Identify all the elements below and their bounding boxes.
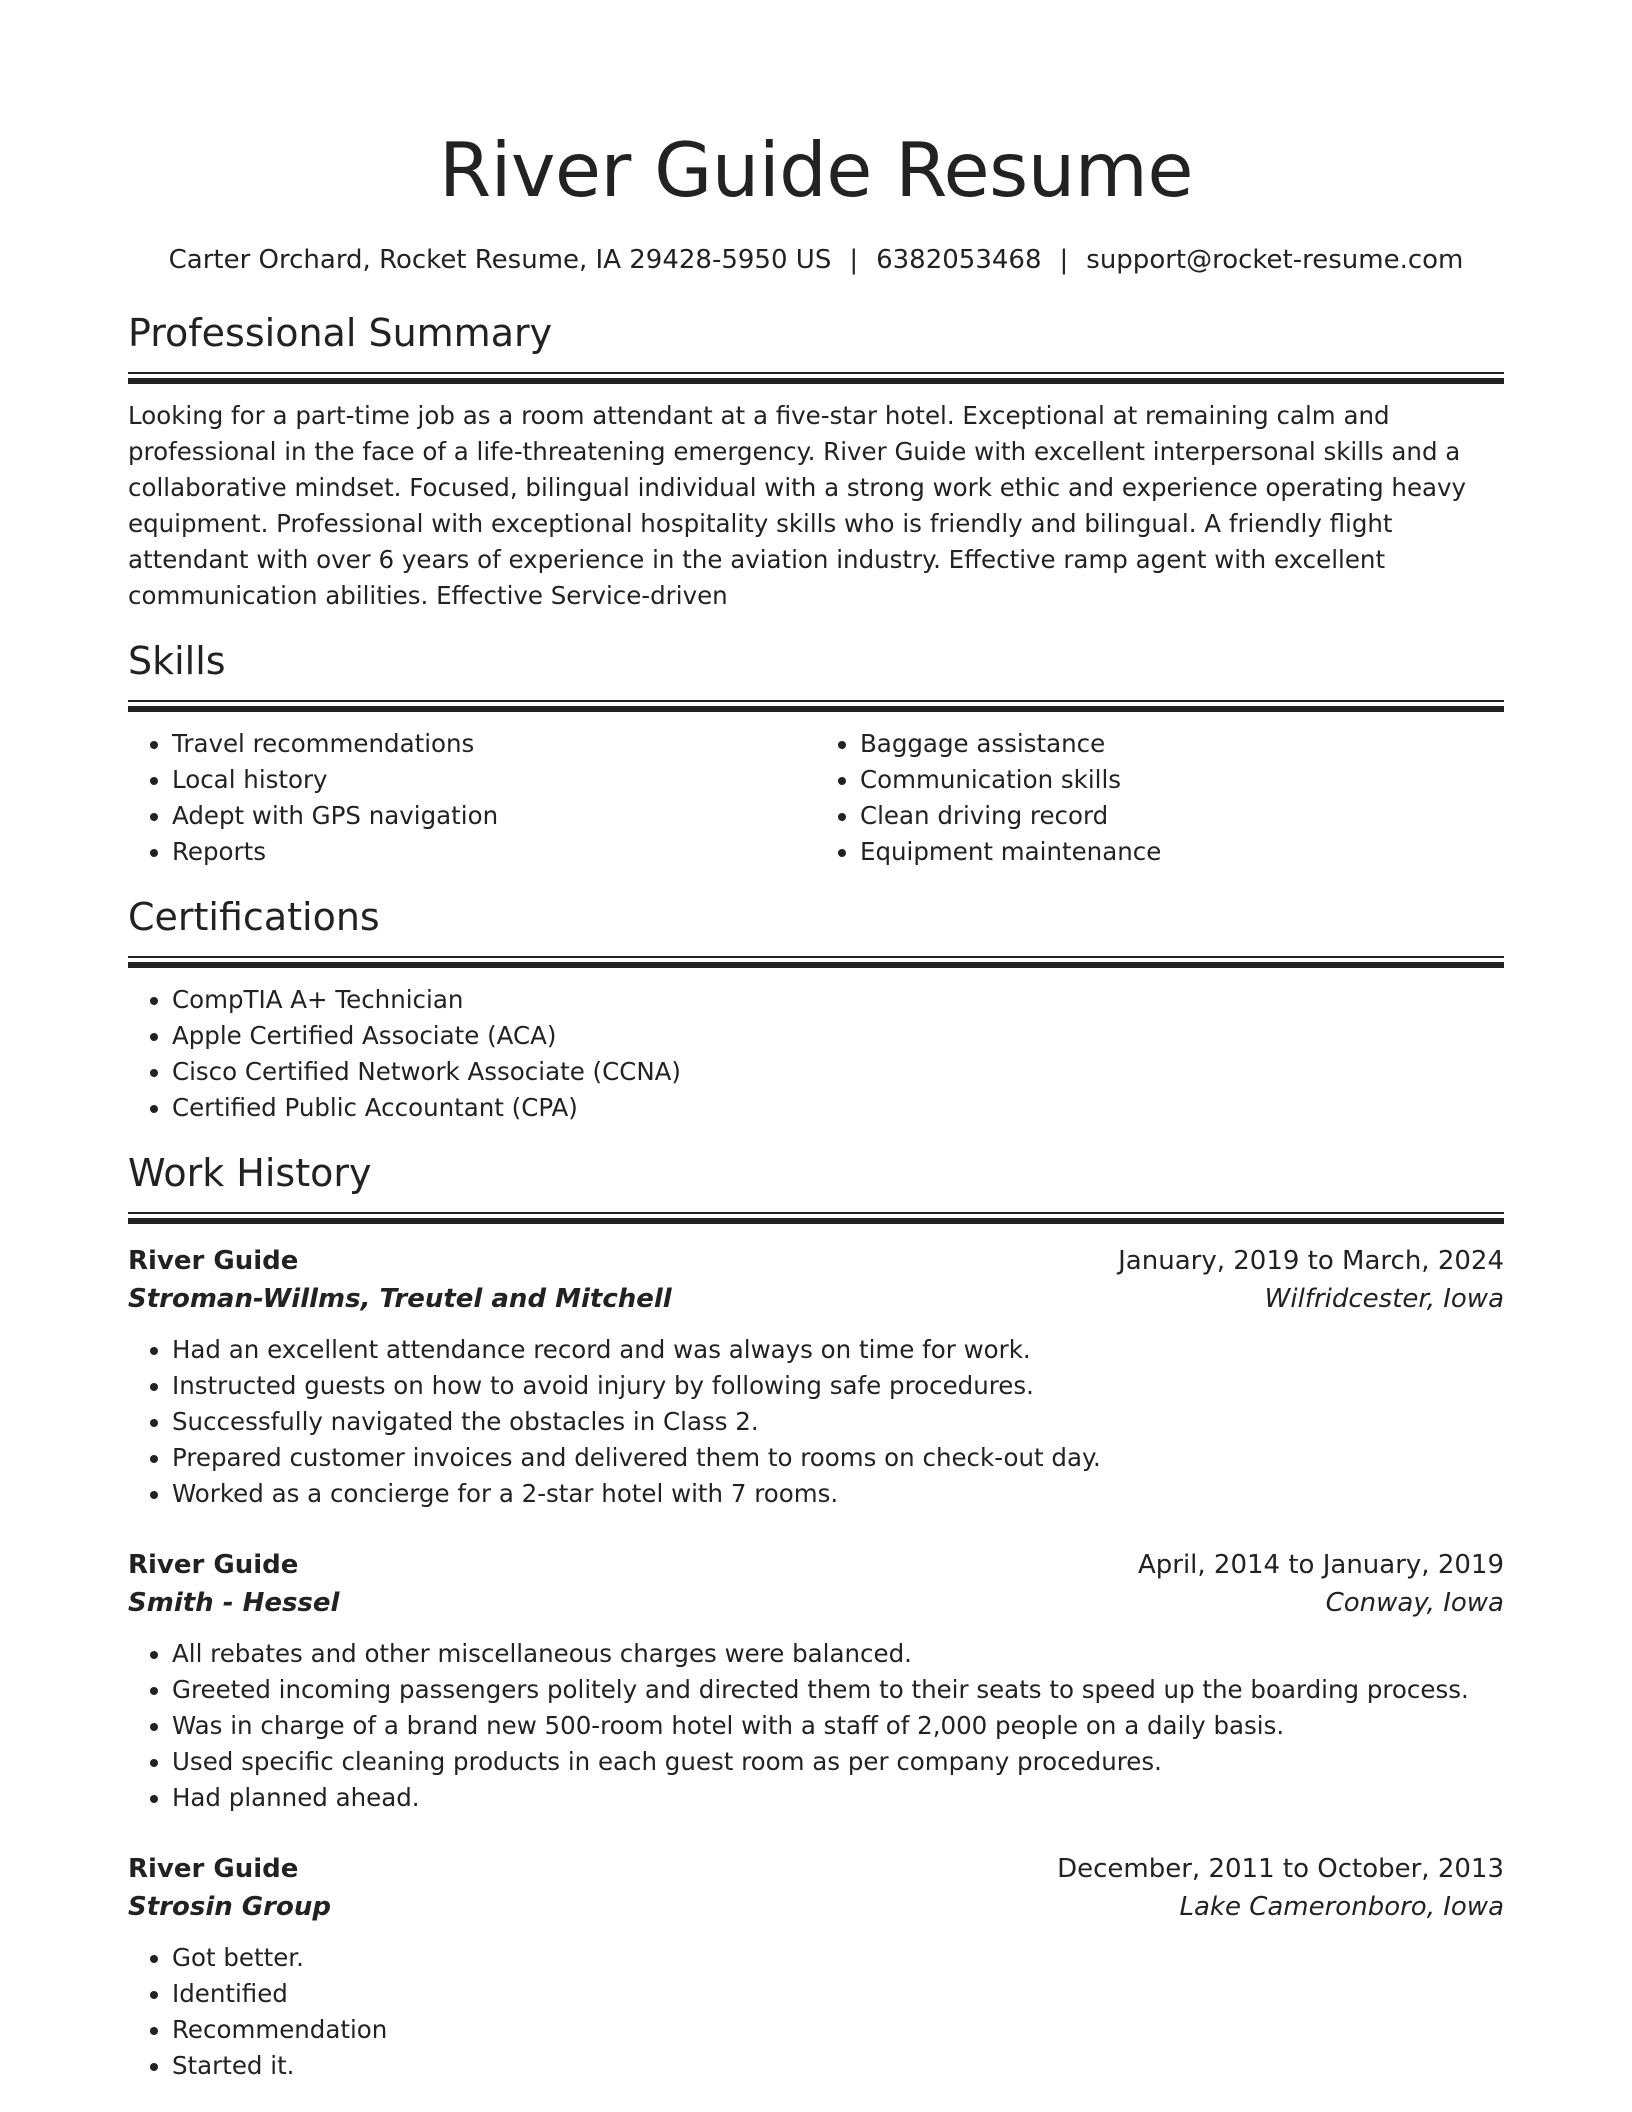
certification-item: • CompTIA A+ Technician: [172, 982, 1504, 1018]
certification-item: • Cisco Certified Network Associate (CCNA): [172, 1054, 1504, 1090]
contact-separator: |: [1059, 245, 1069, 275]
job-entry: [128, 1546, 1504, 1816]
section-work-history: [128, 1148, 1504, 2084]
job-title: River Guide: [128, 1246, 299, 1276]
job-bullet: • Had planned ahead.: [172, 1780, 1504, 1816]
section-divider: [128, 700, 1504, 712]
job-title: River Guide: [128, 1550, 299, 1580]
job-entry: [128, 1242, 1504, 1512]
job-title: River Guide: [128, 1854, 299, 1884]
section-divider: [128, 956, 1504, 968]
resume-title: River Guide Resume: [439, 126, 1193, 214]
skill-item: • Local history: [172, 762, 816, 798]
job-bullet: • All rebates and other miscellaneous charges were balanced.: [172, 1636, 1504, 1672]
job-bullets: [128, 1636, 1504, 1816]
job-bullet: • Worked as a concierge for a 2-star hotel with 7 rooms.: [172, 1476, 1504, 1512]
skill-item: • Adept with GPS navigation: [172, 798, 816, 834]
job-bullet: • Had an excellent attendance record and was always on time for work.: [172, 1332, 1504, 1368]
job-company-row: [128, 1280, 1504, 1318]
contact-email[interactable]: support@rocket-resume.com: [1086, 245, 1464, 275]
job-company: Stroman-Willms, Treutel and Mitchell: [128, 1284, 672, 1314]
job-company: Strosin Group: [128, 1892, 331, 1922]
skill-item: • Equipment maintenance: [860, 834, 1504, 870]
job-header-row: [128, 1242, 1504, 1280]
job-dates: January, 2019 to March, 2024: [1118, 1246, 1504, 1276]
job-bullet: • Prepared customer invoices and delivered them to rooms on check-out day.: [172, 1440, 1504, 1476]
certification-item: • Certified Public Accountant (CPA): [172, 1090, 1504, 1126]
job-bullets: [128, 1940, 1504, 2084]
skill-item: • Clean driving record: [860, 798, 1504, 834]
job-bullet: • Greeted incoming passengers politely and directed them to their seats to speed up the boarding process.: [172, 1672, 1504, 1708]
job-bullet: • Used specific cleaning products in each guest room as per company procedures.: [172, 1744, 1504, 1780]
section-heading-summary: Professional Summary: [128, 311, 553, 355]
job-bullets: [128, 1332, 1504, 1512]
skill-item: • Travel recommendations: [172, 726, 816, 762]
skill-item: • Reports: [172, 834, 816, 870]
job-bullet: • Recommendation: [172, 2012, 1504, 2048]
job-bullet: • Instructed guests on how to avoid injury by following safe procedures.: [172, 1368, 1504, 1404]
summary-text: Looking for a part-time job as a room attendant at a five-star hotel. Exceptional at remaining calm and professional in the face of a life-threatening emergency. River Guide with excellent interpersonal skills and a collaborative mindset. Focused, bilingual individual with a strong work ethic and experience operating heavy equipment. Professional with exceptional hospitality skills who is friendly and bilingual. A friendly flight attendant with over 6 years of experience in the aviation industry. Effective ramp agent with excellent communication abilities. Effective Service-driven: [128, 401, 1467, 610]
contact-separator: |: [849, 245, 859, 275]
job-bullet: • Identified: [172, 1976, 1504, 2012]
section-divider: [128, 1212, 1504, 1224]
section-skills: [128, 636, 1504, 870]
section-summary: [128, 308, 1504, 614]
job-header-row: [128, 1546, 1504, 1584]
section-heading-work-history: Work History: [128, 1151, 372, 1195]
job-location: Conway, Iowa: [1325, 1588, 1504, 1618]
job-company-row: [128, 1584, 1504, 1622]
job-dates: April, 2014 to January, 2019: [1137, 1550, 1504, 1580]
job-bullet: • Was in charge of a brand new 500-room hotel with a staff of 2,000 people on a daily basis.: [172, 1708, 1504, 1744]
section-divider: [128, 372, 1504, 384]
job-company: Smith - Hessel: [128, 1588, 340, 1618]
skills-list-left: [128, 726, 816, 870]
contact-phone: 6382053468: [876, 245, 1042, 275]
section-heading-certifications: Certifications: [128, 895, 380, 939]
job-location: Wilfridcester, Iowa: [1264, 1284, 1504, 1314]
section-heading-skills: Skills: [128, 639, 226, 683]
skill-item: • Communication skills: [860, 762, 1504, 798]
skill-item: • Baggage assistance: [860, 726, 1504, 762]
job-entry: [128, 1850, 1504, 2084]
skills-list-right: [816, 726, 1504, 870]
job-location: Lake Cameronboro, Iowa: [1179, 1892, 1504, 1922]
job-bullet: • Got better.: [172, 1940, 1504, 1976]
job-company-row: [128, 1888, 1504, 1926]
certification-item: • Apple Certified Associate (ACA): [172, 1018, 1504, 1054]
job-bullet: • Successfully navigated the obstacles in Class 2.: [172, 1404, 1504, 1440]
job-header-row: [128, 1850, 1504, 1888]
job-bullet: • Started it.: [172, 2048, 1504, 2084]
section-certifications: [128, 892, 1504, 1126]
skills-grid: [128, 726, 1504, 870]
certifications-list: [128, 982, 1504, 1126]
contact-line: [128, 242, 1504, 278]
contact-address: Carter Orchard, Rocket Resume, IA 29428-5950 US: [168, 245, 832, 275]
job-dates: December, 2011 to October, 2013: [1057, 1854, 1504, 1884]
